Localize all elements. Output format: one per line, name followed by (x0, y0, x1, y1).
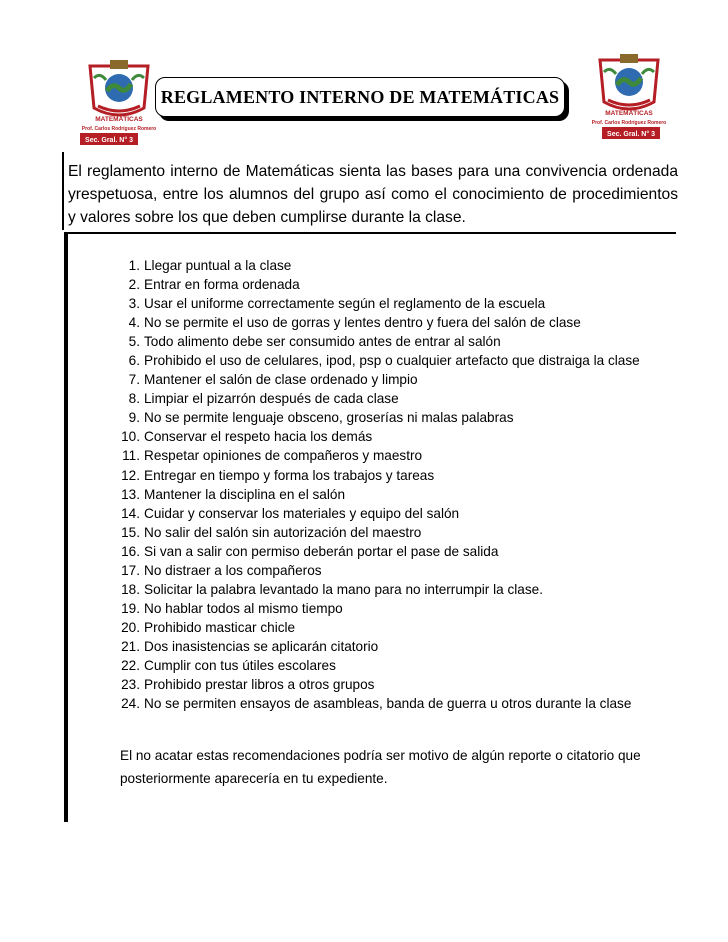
closing-note: El no acatar estas recomendaciones podría ser motivo de algún reporte o citatorio que posteriormente aparecería en tu expediente. (120, 748, 641, 786)
left-margin-rule (64, 232, 68, 822)
rule-item (108, 523, 688, 542)
school-logo-left (80, 58, 158, 148)
rule-text: Prohibido el uso de celulares, ipod, psp o cualquier artefacto que distraiga la clase (144, 353, 640, 369)
rule-number: 1. (128, 258, 140, 273)
svg-text:Sec. Gral. N° 3: Sec. Gral. N° 3 (607, 131, 655, 138)
rule-number: 18. (121, 581, 140, 597)
rule-number: 2. (128, 277, 140, 293)
rule-text: No hablar todos al mismo tiempo (144, 600, 343, 616)
rule-number: 19. (121, 600, 140, 616)
top-left-rule (62, 152, 64, 230)
rule-text: Entrar en forma ordenada (144, 277, 300, 293)
rule-item (108, 504, 688, 523)
horizontal-rule (64, 232, 676, 234)
rule-text: Prohibido masticar chicle (144, 619, 296, 635)
crest-icon (80, 58, 158, 148)
svg-text:Prof. Carlos Rodríguez Romero: Prof. Carlos Rodríguez Romero (81, 126, 157, 132)
rule-number: 21. (121, 638, 140, 654)
rule-number: 17. (121, 562, 140, 578)
svg-text:MATEMÁTICAS: MATEMÁTICAS (95, 116, 143, 123)
rule-item (108, 694, 688, 713)
rule-item (108, 351, 688, 370)
rule-item (108, 275, 688, 294)
rule-number: 4. (128, 315, 140, 331)
rule-text: Todo alimento debe ser consumido antes de entrar al salón (144, 334, 501, 350)
rule-text: Entregar en tiempo y forma los trabajos y tareas (144, 467, 435, 483)
rule-item (108, 485, 688, 504)
svg-text:MATEMÁTICAS: MATEMÁTICAS (605, 110, 653, 117)
rule-item (108, 580, 688, 599)
rule-item (108, 542, 688, 561)
rule-text: Respetar opiniones de compañeros y maestro (144, 448, 423, 464)
svg-text:Prof. Carlos Rodríguez Romero: Prof. Carlos Rodríguez Romero (591, 120, 667, 126)
rule-item (108, 313, 688, 332)
rule-number: 24. (121, 696, 140, 712)
rule-number: 5. (128, 334, 140, 350)
rule-text: No se permiten ensayos de asambleas, banda de guerra u otros durante la clase (144, 696, 632, 712)
rule-number: 7. (128, 372, 140, 388)
rule-number: 3. (128, 296, 140, 312)
rule-item (108, 332, 688, 351)
rule-text: Limpiar el pizarrón después de cada clase (144, 391, 399, 407)
rule-text: Mantener la disciplina en el salón (144, 486, 346, 502)
rule-text: Llegar puntual a la clase (144, 258, 292, 273)
rule-item (108, 446, 688, 465)
rule-item (108, 408, 688, 427)
rule-number: 6. (128, 353, 140, 369)
rule-number: 12. (121, 467, 140, 483)
rules-list (108, 256, 688, 713)
rule-text: Solicitar la palabra levantado la mano para no interrumpir la clase. (144, 581, 543, 597)
rule-number: 8. (128, 391, 140, 407)
rule-item (108, 561, 688, 580)
rule-number: 22. (121, 657, 140, 673)
rule-item (108, 370, 688, 389)
rule-text: Cuidar y conservar los materiales y equipo del salón (144, 505, 460, 521)
rule-text: Conservar el respeto hacia los demás (144, 429, 373, 445)
rule-text: Prohibido prestar libros a otros grupos (144, 677, 375, 693)
rule-item (108, 294, 688, 313)
rule-item (108, 675, 688, 694)
rule-item (108, 256, 688, 275)
rule-text: No se permite lenguaje obsceno, groserías ni malas palabras (144, 410, 514, 426)
rule-number: 14. (121, 505, 140, 521)
rule-number: 16. (121, 543, 140, 559)
school-logo-right (590, 52, 668, 142)
rule-number: 13. (121, 486, 140, 502)
rule-text: No distraer a los compañeros (144, 562, 322, 578)
rule-item (108, 599, 688, 618)
rule-number: 11. (122, 448, 140, 464)
rule-item (108, 466, 688, 485)
rule-number: 20. (121, 619, 140, 635)
rule-item (108, 389, 688, 408)
rule-number: 9. (128, 410, 140, 426)
crest-icon (590, 52, 668, 142)
rule-number: 15. (121, 524, 140, 540)
page-title: REGLAMENTO INTERNO DE MATEMÁTICAS (160, 86, 560, 107)
rule-text: No salir del salón sin autorización del maestro (144, 524, 422, 540)
rule-item (108, 427, 688, 446)
rule-item (108, 656, 688, 675)
svg-text:Sec. Gral. N° 3: Sec. Gral. N° 3 (85, 137, 133, 144)
rule-text: Dos inasistencias se aplicarán citatorio (144, 638, 379, 654)
rule-text: Cumplir con tus útiles escolares (144, 657, 336, 673)
title-banner (155, 77, 565, 117)
rule-text: Mantener el salón de clase ordenado y limpio (144, 372, 418, 388)
rule-item (108, 618, 688, 637)
intro-paragraph: El reglamento interno de Matemáticas sienta las bases para una convivencia ordenada yrespetuosa, entre los alumnos del grupo así como el conocimiento de procedimientos y valores sobre los que deben cumplirse durante la clase. (68, 163, 678, 226)
rule-text: Usar el uniforme correctamente según el reglamento de la escuela (144, 296, 546, 312)
rule-text: Si van a salir con permiso deberán portar el pase de salida (144, 543, 499, 559)
rule-item (108, 637, 688, 656)
rule-number: 23. (121, 677, 140, 693)
rule-number: 10. (121, 429, 140, 445)
rule-text: No se permite el uso de gorras y lentes dentro y fuera del salón de clase (144, 315, 581, 331)
